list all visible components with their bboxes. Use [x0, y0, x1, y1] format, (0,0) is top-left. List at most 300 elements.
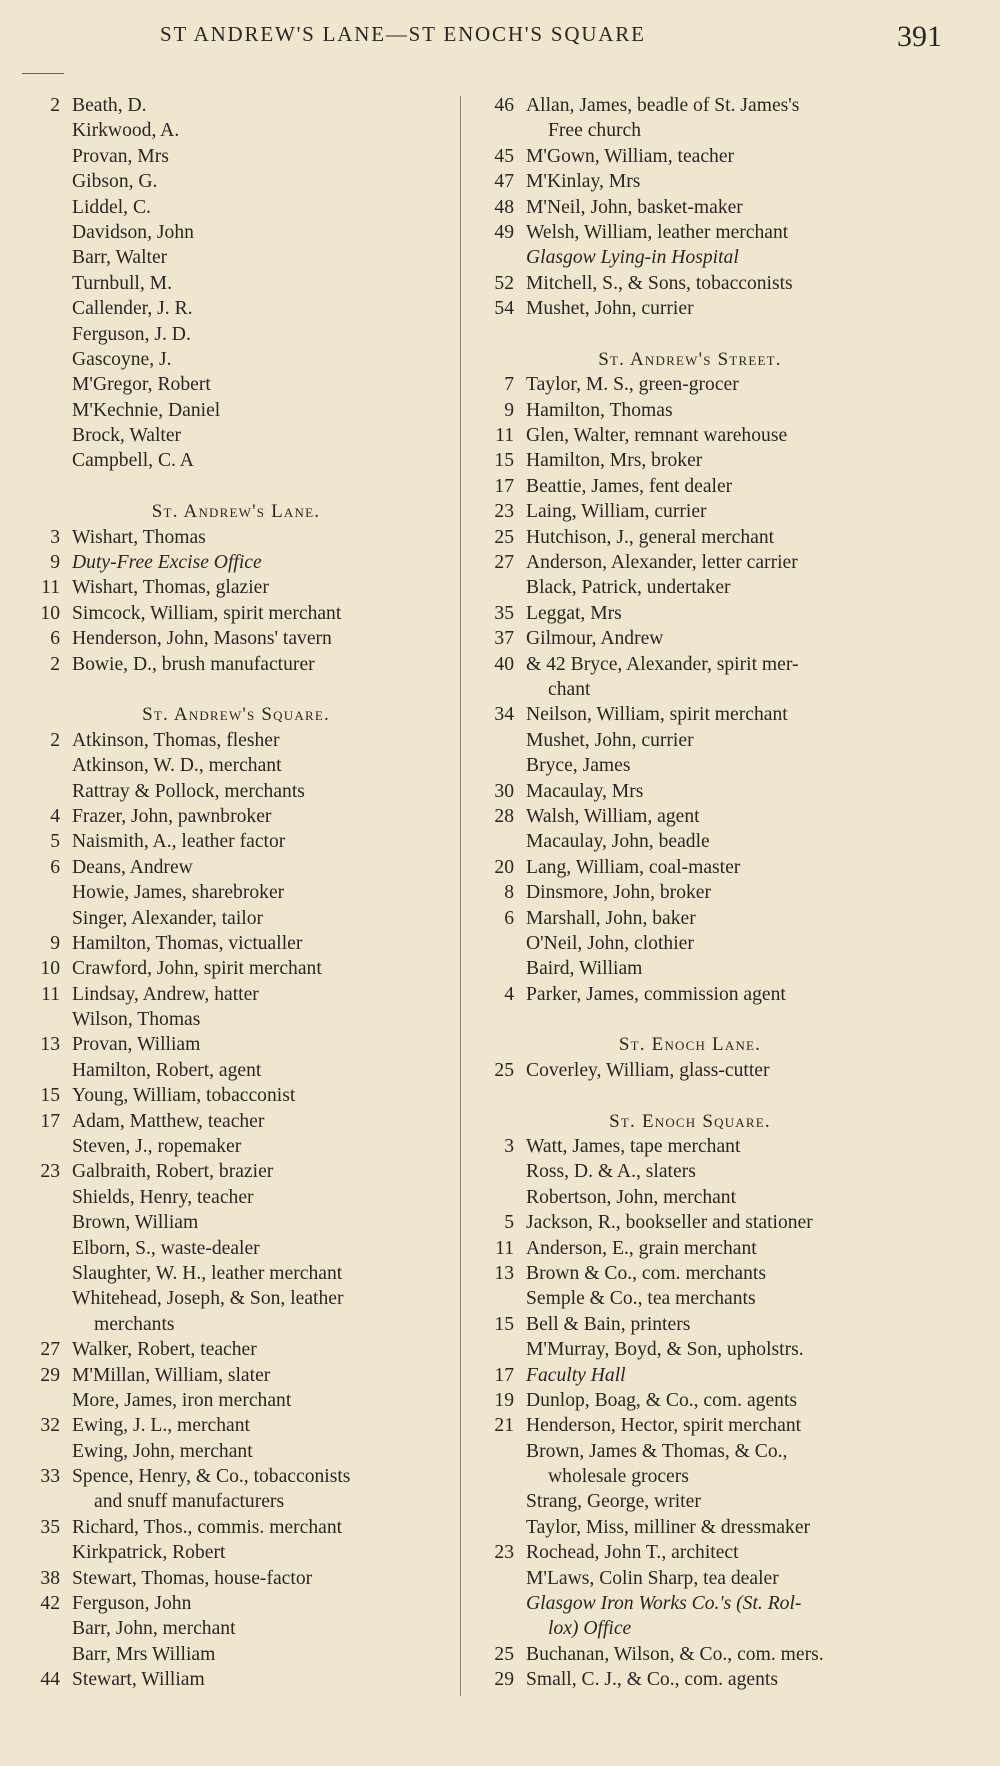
directory-entry [470, 855, 910, 880]
directory-entry [470, 804, 910, 829]
entry-text: Coverley, William, glass-cutter [526, 1059, 770, 1081]
entry-text: Allan, James, beadle of St. James's [526, 95, 800, 116]
directory-entry [470, 1667, 910, 1692]
house-number: 2 [50, 95, 60, 116]
entry-text: Strang, George, writer [526, 1491, 701, 1513]
entry-text: Stewart, William [72, 1669, 205, 1691]
page-number: 391 [897, 20, 942, 53]
entry-text: M'Neil, John, basket-maker [526, 196, 743, 218]
entry-text: Marshall, John, baker [526, 907, 696, 929]
top-rule [22, 73, 64, 74]
entry-text: Henderson, Hector, spirit merchant [526, 1415, 802, 1437]
directory-entry [16, 1032, 456, 1057]
entry-text: Henderson, John, Masons' tavern [72, 628, 332, 650]
house-number: 15 [494, 450, 514, 472]
street-heading-text: St. Andrew's Square. [142, 704, 330, 726]
house-number: 15 [40, 1085, 60, 1107]
blank-line [470, 1083, 910, 1108]
house-number: 11 [495, 425, 514, 447]
entry-text: Hamilton, Robert, agent [72, 1059, 262, 1081]
directory-entry [16, 1083, 456, 1108]
directory-entry [470, 1210, 910, 1235]
house-number: 23 [494, 501, 514, 523]
entry-text: Anderson, E., grain merchant [526, 1237, 757, 1259]
entry-text: Gascoyne, J. [72, 348, 172, 370]
directory-entry [470, 398, 910, 423]
right-column [470, 93, 910, 1693]
entry-text: wholesale grocers [548, 1466, 689, 1488]
entry-text: merchants [94, 1313, 175, 1335]
entry-text: Duty-Free Excise Office [72, 552, 262, 574]
house-number: 28 [494, 805, 514, 827]
directory-entry [470, 1642, 910, 1667]
directory-entry [16, 982, 456, 1007]
directory-entry [16, 753, 456, 778]
entry-text: Beath, D. [72, 95, 147, 116]
house-number: 46 [494, 95, 514, 116]
entry-text: Ewing, John, merchant [72, 1440, 253, 1462]
house-number: 48 [494, 196, 514, 218]
directory-entry [470, 1337, 910, 1362]
directory-entry [16, 322, 456, 347]
house-number: 29 [40, 1364, 60, 1386]
entry-text: Taylor, M. S., green-grocer [526, 374, 739, 396]
directory-entry [470, 906, 910, 931]
entry-text: Elborn, S., waste-dealer [72, 1237, 260, 1259]
entry-text: Slaughter, W. H., leather merchant [72, 1262, 343, 1284]
entry-text: Gilmour, Andrew [526, 628, 664, 650]
directory-entry [470, 118, 910, 143]
house-number: 30 [494, 780, 514, 802]
directory-entry [16, 1642, 456, 1667]
entry-text: Adam, Matthew, teacher [72, 1110, 265, 1132]
directory-entry [16, 195, 456, 220]
directory-entry [16, 1312, 456, 1337]
column-divider [460, 96, 461, 1696]
house-number: 6 [504, 907, 514, 929]
house-number: 34 [494, 704, 514, 726]
house-number: 25 [494, 1059, 514, 1081]
entry-text: Hamilton, Thomas, victualler [72, 932, 303, 954]
directory-entry [470, 271, 910, 296]
directory-entry [16, 906, 456, 931]
house-number: 13 [40, 1034, 60, 1056]
house-number: 10 [40, 602, 60, 624]
directory-entry [470, 1464, 910, 1489]
entry-text: Beattie, James, fent dealer [526, 475, 733, 497]
house-number: 17 [494, 1364, 514, 1386]
left-column [16, 93, 456, 1693]
entry-text: Brown, William [72, 1212, 199, 1234]
entry-text: Rochead, John T., architect [526, 1542, 739, 1564]
directory-entry [470, 956, 910, 981]
house-number: 45 [494, 145, 514, 167]
directory-entry [470, 296, 910, 321]
directory-entry [16, 931, 456, 956]
house-number: 25 [494, 1643, 514, 1665]
directory-entry [470, 728, 910, 753]
house-number: 33 [40, 1466, 60, 1488]
directory-entry [16, 144, 456, 169]
house-number: 6 [50, 628, 60, 650]
entry-text: Barr, Walter [72, 247, 168, 269]
directory-entry [470, 1286, 910, 1311]
blank-line [16, 474, 456, 499]
directory-entry [16, 855, 456, 880]
house-number: 40 [494, 653, 514, 675]
directory-entry [16, 1515, 456, 1540]
house-number: 44 [40, 1669, 60, 1691]
directory-entry [16, 626, 456, 651]
directory-entry [16, 1667, 456, 1692]
directory-entry [470, 1591, 910, 1616]
directory-entry [470, 423, 910, 448]
directory-entry [16, 169, 456, 194]
entry-text: Free church [548, 120, 642, 142]
directory-entry [470, 448, 910, 473]
directory-entry [16, 1109, 456, 1134]
directory-entry [16, 1464, 456, 1489]
entry-text: Laing, William, currier [526, 501, 707, 523]
house-number: 27 [494, 552, 514, 574]
entry-text: Parker, James, commission agent [526, 983, 786, 1005]
house-number: 29 [494, 1669, 514, 1691]
entry-text: M'Millan, William, slater [72, 1364, 271, 1386]
directory-entry [470, 144, 910, 169]
directory-entry [16, 1210, 456, 1235]
house-number: 17 [494, 475, 514, 497]
entry-text: Gibson, G. [72, 171, 158, 193]
directory-entry [16, 1363, 456, 1388]
house-number: 15 [494, 1313, 514, 1335]
directory-entry [16, 1058, 456, 1083]
house-number: 21 [494, 1415, 514, 1437]
entry-text: Ferguson, J. D. [72, 323, 191, 345]
directory-entry [16, 1159, 456, 1184]
house-number: 25 [494, 526, 514, 548]
directory-entry [470, 372, 910, 397]
entry-text: M'Kinlay, Mrs [526, 171, 641, 193]
entry-text: Lindsay, Andrew, hatter [72, 983, 259, 1005]
entry-text: Hamilton, Thomas [526, 399, 673, 421]
directory-entry [16, 1286, 456, 1311]
entry-text: Jackson, R., bookseller and stationer [526, 1212, 813, 1234]
directory-entry [470, 93, 910, 118]
entry-text: Barr, John, merchant [72, 1618, 236, 1640]
entry-text: Rattray & Pollock, merchants [72, 780, 305, 802]
street-heading [16, 499, 456, 524]
entry-text: Faculty Hall [526, 1364, 626, 1386]
house-number: 35 [494, 602, 514, 624]
entry-text: Ross, D. & A., slaters [526, 1161, 696, 1183]
entry-text: Whitehead, Joseph, & Son, leather [72, 1288, 344, 1310]
house-number: 5 [50, 831, 60, 853]
directory-entry [470, 829, 910, 854]
entry-text: Spence, Henry, & Co., tobacconists [72, 1466, 351, 1488]
entry-text: M'Kechnie, Daniel [72, 399, 221, 421]
directory-entry [16, 1616, 456, 1641]
entry-text: & 42 Bryce, Alexander, spirit mer- [526, 653, 799, 675]
directory-entry [470, 677, 910, 702]
house-number: 38 [40, 1567, 60, 1589]
directory-entry [470, 702, 910, 727]
house-number: 11 [495, 1237, 514, 1259]
directory-entry [16, 296, 456, 321]
directory-entry [470, 880, 910, 905]
directory-entry [470, 1439, 910, 1464]
directory-entry [16, 448, 456, 473]
entry-text: M'Laws, Colin Sharp, tea dealer [526, 1567, 779, 1589]
house-number: 4 [504, 983, 514, 1005]
house-number: 4 [50, 805, 60, 827]
entry-text: Ewing, J. L., merchant [72, 1415, 250, 1437]
directory-entry [470, 1413, 910, 1438]
house-number: 49 [494, 221, 514, 243]
directory-entry [470, 550, 910, 575]
street-heading [470, 347, 910, 372]
entry-text: Mushet, John, currier [526, 298, 694, 320]
entry-text: Hutchison, J., general merchant [526, 526, 775, 548]
entry-text: Kirkpatrick, Robert [72, 1542, 226, 1564]
entry-text: Naismith, A., leather factor [72, 831, 286, 853]
house-number: 35 [40, 1516, 60, 1538]
house-number: 19 [494, 1389, 514, 1411]
directory-entry [470, 1363, 910, 1388]
entry-text: Small, C. J., & Co., com. agents [526, 1669, 778, 1691]
entry-text: Wishart, Thomas [72, 526, 206, 548]
directory-entry [470, 245, 910, 270]
street-heading [470, 1109, 910, 1134]
entry-text: Turnbull, M. [72, 272, 172, 294]
street-heading [16, 702, 456, 727]
directory-entry [16, 956, 456, 981]
directory-entry [470, 575, 910, 600]
directory-entry [16, 398, 456, 423]
entry-text: Crawford, John, spirit merchant [72, 958, 322, 980]
entry-text: Shields, Henry, teacher [72, 1186, 254, 1208]
entry-text: Galbraith, Robert, brazier [72, 1161, 274, 1183]
directory-entry [470, 753, 910, 778]
house-number: 6 [50, 856, 60, 878]
house-number: 23 [494, 1542, 514, 1564]
entry-text: Brock, Walter [72, 425, 182, 447]
entry-text: Watt, James, tape merchant [526, 1136, 741, 1158]
entry-text: Walker, Robert, teacher [72, 1339, 257, 1361]
entry-text: Simcock, William, spirit merchant [72, 602, 342, 624]
house-number: 42 [40, 1593, 60, 1615]
directory-entry [16, 1134, 456, 1159]
directory-entry [16, 728, 456, 753]
entry-text: Macaulay, John, beadle [526, 831, 710, 853]
house-number: 47 [494, 171, 514, 193]
entry-text: Walsh, William, agent [526, 805, 700, 827]
directory-entry [470, 499, 910, 524]
entry-text: Barr, Mrs William [72, 1643, 216, 1665]
street-heading-text: St. Enoch Square. [609, 1110, 771, 1132]
house-number: 11 [41, 577, 60, 599]
directory-entry [16, 245, 456, 270]
directory-entry [16, 804, 456, 829]
entry-text: Provan, Mrs [72, 145, 169, 167]
house-number: 32 [40, 1415, 60, 1437]
house-number: 8 [504, 882, 514, 904]
entry-text: Ferguson, John [72, 1593, 192, 1615]
house-number: 9 [50, 932, 60, 954]
street-heading-text: St. Andrew's Lane. [151, 501, 321, 523]
directory-entry [470, 169, 910, 194]
page-title: ST ANDREW'S LANE—ST ENOCH'S SQUARE [160, 22, 646, 46]
directory-entry [16, 1007, 456, 1032]
directory-entry [16, 1439, 456, 1464]
entry-text: Macaulay, Mrs [526, 780, 644, 802]
directory-entry [16, 550, 456, 575]
house-number: 11 [41, 983, 60, 1005]
house-number: 7 [504, 374, 514, 396]
directory-entry [470, 779, 910, 804]
directory-entry [16, 525, 456, 550]
house-number: 17 [40, 1110, 60, 1132]
directory-entry [16, 1540, 456, 1565]
entry-text: Atkinson, W. D., merchant [72, 755, 282, 777]
entry-text: Provan, William [72, 1034, 201, 1056]
directory-entry [470, 1261, 910, 1286]
house-number: 13 [494, 1262, 514, 1284]
directory-entry [16, 1591, 456, 1616]
blank-line [470, 1007, 910, 1032]
directory-entry [470, 931, 910, 956]
entry-text: Callender, J. R. [72, 298, 193, 320]
house-number: 2 [50, 729, 60, 751]
blank-line [16, 677, 456, 702]
entry-text: Singer, Alexander, tailor [72, 907, 264, 929]
house-number: 5 [504, 1212, 514, 1234]
directory-entry [470, 195, 910, 220]
directory-entry [16, 1337, 456, 1362]
directory-entry [470, 601, 910, 626]
directory-entry [470, 1540, 910, 1565]
entry-text: Buchanan, Wilson, & Co., com. mers. [526, 1643, 824, 1665]
entry-text: Lang, William, coal-master [526, 856, 741, 878]
entry-text: M'Murray, Boyd, & Son, upholstrs. [526, 1339, 804, 1361]
entry-text: Baird, William [526, 958, 643, 980]
entry-text: Hamilton, Mrs, broker [526, 450, 703, 472]
entry-text: chant [548, 678, 591, 700]
entry-text: Young, William, tobacconist [72, 1085, 296, 1107]
entry-text: Deans, Andrew [72, 856, 193, 878]
house-number: 9 [504, 399, 514, 421]
entry-text: Bryce, James [526, 755, 631, 777]
directory-entry [16, 1489, 456, 1514]
house-number: 3 [50, 526, 60, 548]
directory-entry [16, 829, 456, 854]
entry-text: Steven, J., ropemaker [72, 1136, 242, 1158]
house-number: 27 [40, 1339, 60, 1361]
entry-text: Liddel, C. [72, 196, 151, 218]
directory-entry [16, 575, 456, 600]
directory-entry [16, 220, 456, 245]
running-head [0, 22, 1000, 62]
house-number: 23 [40, 1161, 60, 1183]
directory-entry [16, 601, 456, 626]
entry-text: Bowie, D., brush manufacturer [72, 653, 315, 675]
entry-text: Neilson, William, spirit merchant [526, 704, 788, 726]
entry-text: Stewart, Thomas, house-factor [72, 1567, 313, 1589]
directory-entry [16, 118, 456, 143]
directory-entry [16, 271, 456, 296]
entry-text: Wishart, Thomas, glazier [72, 577, 269, 599]
directory-entry [470, 525, 910, 550]
entry-text: Frazer, John, pawnbroker [72, 805, 272, 827]
house-number: 52 [494, 272, 514, 294]
entry-text: Taylor, Miss, milliner & dressmaker [526, 1516, 811, 1538]
entry-text: Brown & Co., com. merchants [526, 1262, 766, 1284]
entry-text: Dinsmore, John, broker [526, 882, 712, 904]
entry-text: M'Gregor, Robert [72, 374, 211, 396]
house-number: 2 [50, 653, 60, 675]
house-number: 20 [494, 856, 514, 878]
entry-text: Welsh, William, leather merchant [526, 221, 789, 243]
entry-text: Anderson, Alexander, letter carrier [526, 552, 798, 574]
entry-text: Kirkwood, A. [72, 120, 180, 142]
entry-text: lox) Office [548, 1618, 632, 1640]
house-number: 54 [494, 298, 514, 320]
street-heading-text: St. Andrew's Street. [598, 348, 782, 370]
entry-text: Mushet, John, currier [526, 729, 694, 751]
house-number: 37 [494, 628, 514, 650]
directory-entry [470, 1312, 910, 1337]
house-number: 10 [40, 958, 60, 980]
directory-entry [470, 1058, 910, 1083]
entry-text: Mitchell, S., & Sons, tobacconists [526, 272, 793, 294]
directory-entry [470, 1566, 910, 1591]
directory-entry [470, 474, 910, 499]
directory-entry [16, 1413, 456, 1438]
directory-entry [16, 347, 456, 372]
entry-text: Glasgow Iron Works Co.'s (St. Rol- [526, 1593, 802, 1615]
directory-entry [470, 1185, 910, 1210]
directory-entry [470, 982, 910, 1007]
directory-entry [16, 779, 456, 804]
entry-text: Glen, Walter, remnant warehouse [526, 425, 788, 447]
directory-entry [16, 372, 456, 397]
entry-text: Atkinson, Thomas, flesher [72, 729, 280, 751]
directory-entry [470, 1236, 910, 1261]
directory-entry [470, 626, 910, 651]
entry-text: M'Gown, William, teacher [526, 145, 735, 167]
street-heading [470, 1032, 910, 1057]
entry-text: Dunlop, Boag, & Co., com. agents [526, 1389, 798, 1411]
directory-entry [16, 1388, 456, 1413]
entry-text: Davidson, John [72, 221, 194, 243]
entry-text: Semple & Co., tea merchants [526, 1288, 756, 1310]
street-heading-text: St. Enoch Lane. [618, 1034, 762, 1056]
entry-text: Campbell, C. A [72, 450, 194, 472]
directory-entry [16, 423, 456, 448]
entry-text: and snuff manufacturers [94, 1491, 285, 1513]
directory-entry [16, 1261, 456, 1286]
entry-text: O'Neil, John, clothier [526, 932, 694, 954]
directory-entry [470, 220, 910, 245]
entry-text: Robertson, John, merchant [526, 1186, 737, 1208]
house-number: 9 [50, 552, 60, 574]
directory-entry [470, 1489, 910, 1514]
entry-text: Richard, Thos., commis. merchant [72, 1516, 343, 1538]
entry-text: Black, Patrick, undertaker [526, 577, 731, 599]
blank-line [470, 322, 910, 347]
directory-entry [470, 1159, 910, 1184]
entry-text: More, James, iron merchant [72, 1389, 292, 1411]
directory-entry [470, 1515, 910, 1540]
